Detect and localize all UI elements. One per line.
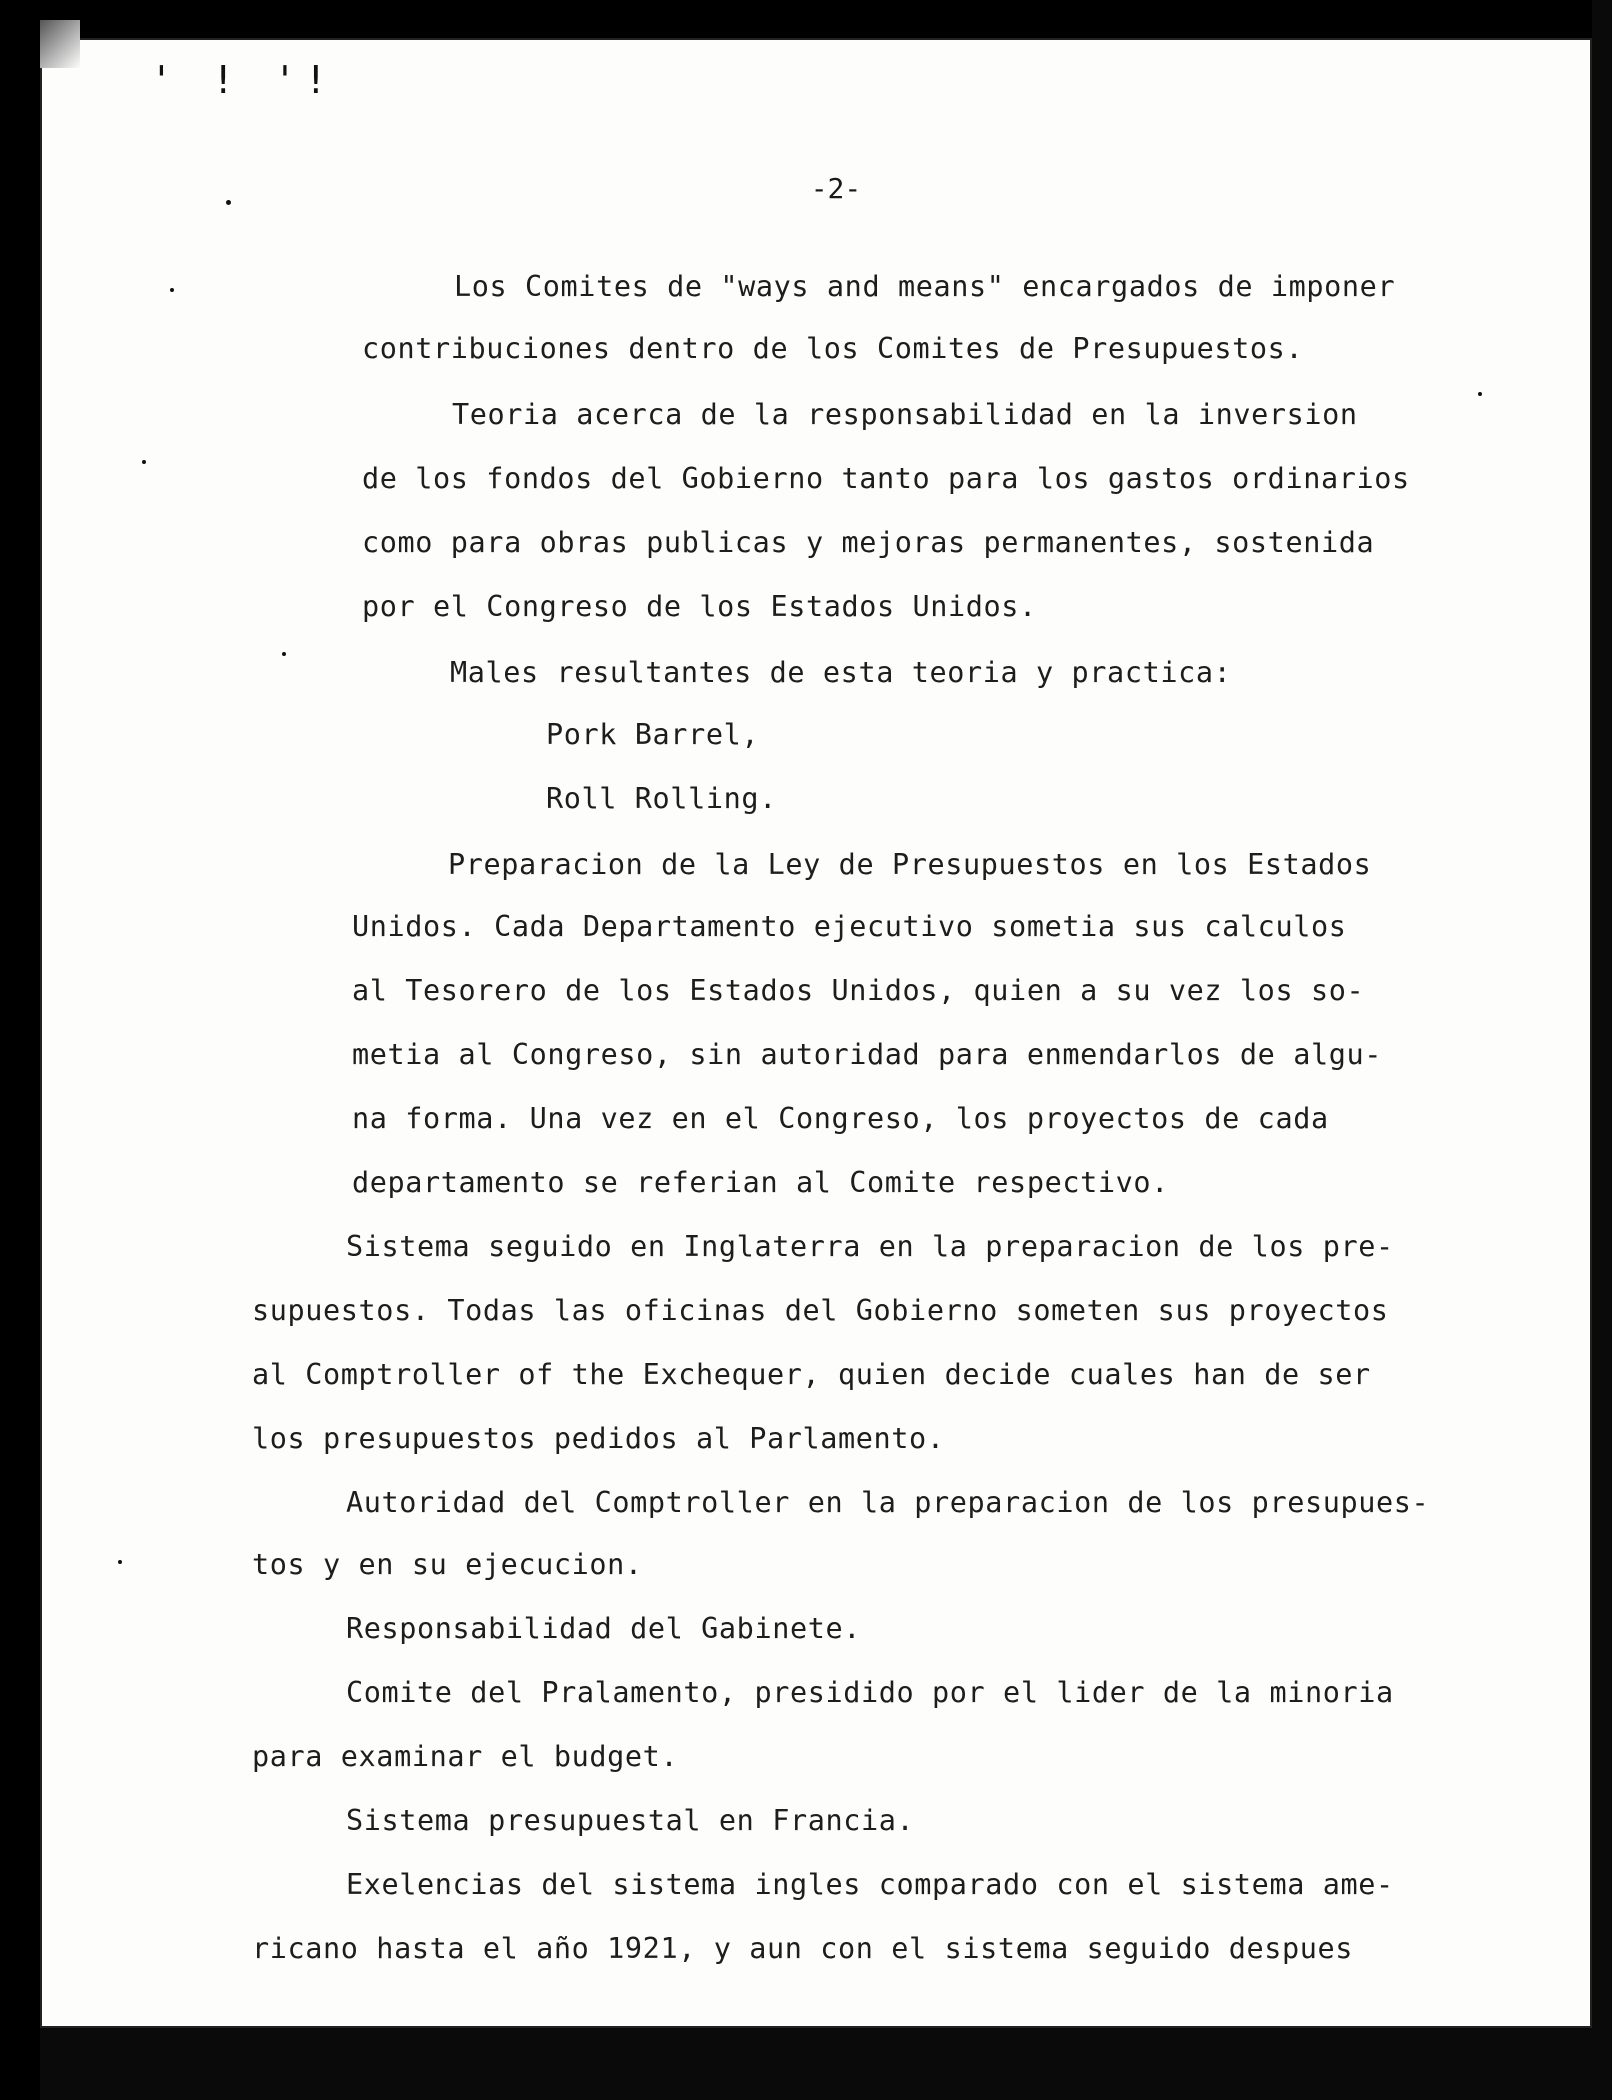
speck	[170, 288, 174, 292]
text-line: como para obras publicas y mejoras permanentes, sostenida	[362, 526, 1375, 559]
text-line: ricano hasta el año 1921, y aun con el sistema seguido despues	[252, 1932, 1354, 1965]
text-line: Preparacion de la Ley de Presupuestos en los Estados	[448, 848, 1372, 881]
speck	[1478, 392, 1482, 396]
folded-corner	[40, 20, 80, 68]
text-line: Males resultantes de esta teoria y practica:	[450, 656, 1232, 689]
text-line: para examinar el budget.	[252, 1740, 679, 1773]
text-line: Autoridad del Comptroller en la preparacion de los presupues-	[346, 1486, 1430, 1519]
speck	[118, 1560, 122, 1564]
scan-border-right	[1592, 0, 1612, 2100]
speck	[282, 652, 286, 656]
text-line: Teoria acerca de la responsabilidad en la inversion	[452, 398, 1358, 431]
text-line: departamento se referian al Comite respectivo.	[352, 1166, 1169, 1199]
text-line: los presupuestos pedidos al Parlamento.	[252, 1422, 945, 1455]
text-line: Comite del Pralamento, presidido por el lider de la minoria	[346, 1676, 1394, 1709]
text-line: Roll Rolling.	[546, 782, 777, 815]
text-line: tos y en su ejecucion.	[252, 1548, 643, 1581]
text-line: Pork Barrel,	[546, 718, 760, 751]
text-line: supuestos. Todas las oficinas del Gobierno someten sus proyectos	[252, 1294, 1389, 1327]
text-line: Sistema presupuestal en Francia.	[346, 1804, 915, 1837]
text-line: Responsabilidad del Gabinete.	[346, 1612, 861, 1645]
text-line: contribuciones dentro de los Comites de Presupuestos.	[362, 332, 1304, 365]
text-line: Sistema seguido en Inglaterra en la preparacion de los pre-	[346, 1230, 1394, 1263]
text-line: metia al Congreso, sin autoridad para enmendarlos de algu-	[352, 1038, 1382, 1071]
text-line: na forma. Una vez en el Congreso, los proyectos de cada	[352, 1102, 1329, 1135]
corner-marks: ' ! '!	[150, 58, 336, 102]
text-line: Los Comites de "ways and means" encargados de imponer	[454, 270, 1396, 303]
scan-border-bottom	[40, 2028, 1592, 2100]
text-line: por el Congreso de los Estados Unidos.	[362, 590, 1037, 623]
text-line: Exelencias del sistema ingles comparado con el sistema ame-	[346, 1868, 1394, 1901]
text-line: al Comptroller of the Exchequer, quien decide cuales han de ser	[252, 1358, 1371, 1391]
text-line: al Tesorero de los Estados Unidos, quien a su vez los so-	[352, 974, 1365, 1007]
text-line: de los fondos del Gobierno tanto para los gastos ordinarios	[362, 462, 1410, 495]
page-number: -2-	[810, 172, 862, 205]
text-line: Unidos. Cada Departamento ejecutivo sometia sus calculos	[352, 910, 1347, 943]
speck	[142, 460, 146, 464]
